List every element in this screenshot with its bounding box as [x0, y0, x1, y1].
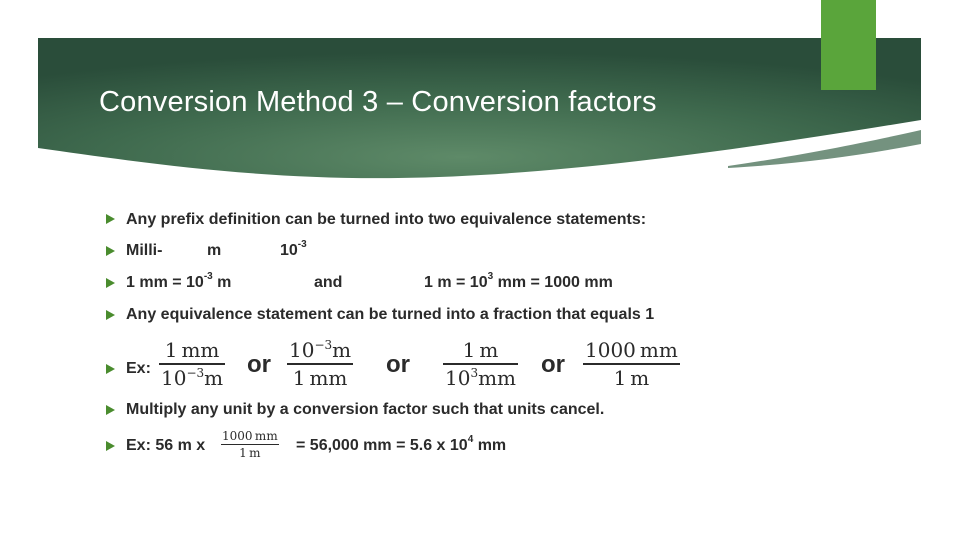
- example-result: [296, 434, 507, 455]
- fraction-numerator: 1000 mm: [585, 338, 678, 362]
- fraction-bar: [159, 363, 225, 365]
- fraction-denominator: [159, 365, 225, 390]
- bullet-arrow-icon: [106, 441, 115, 451]
- bullet-arrow-icon: [106, 405, 115, 415]
- fraction-denominator: 1 m: [239, 446, 261, 460]
- example-prefix: Ex: 56 m x: [126, 437, 206, 454]
- fraction-bar: [221, 444, 279, 445]
- bullet-arrow-icon: [106, 278, 115, 288]
- equivalence-right: [424, 271, 613, 292]
- equivalence-right-text: 1 m = 10: [424, 274, 488, 291]
- fraction-numerator-unit: m: [332, 338, 352, 362]
- fraction-bar: [443, 363, 518, 365]
- equivalence-left-exponent: -3: [203, 271, 213, 282]
- prefix-unit: m: [207, 242, 222, 259]
- bullet-arrow-icon: [106, 246, 115, 256]
- prefix-factor: [280, 239, 307, 260]
- fraction-numerator-exponent: −3: [314, 338, 333, 352]
- or-label: or: [541, 351, 565, 378]
- conversion-fraction: [159, 340, 225, 388]
- fraction-denominator-unit: mm: [478, 365, 517, 390]
- fraction-denominator-exponent: 3: [470, 365, 479, 380]
- slide-title: Conversion Method 3 – Conversion factors: [99, 86, 657, 118]
- bullet-arrow-icon: [106, 310, 115, 320]
- equivalence-right-exponent: 3: [487, 271, 494, 282]
- equivalence-left: [126, 271, 232, 292]
- example-result-text: = 56,000 mm = 5.6 x 10: [296, 437, 468, 454]
- or-label: or: [386, 351, 410, 378]
- conversion-fraction: [221, 430, 279, 459]
- equivalence-left-text: 1 mm = 10: [126, 274, 204, 291]
- equivalence-and: and: [314, 274, 343, 291]
- fraction-bar: [287, 363, 353, 365]
- prefix-factor-base: 10: [280, 242, 298, 259]
- conversion-fraction: [443, 340, 518, 388]
- example-result-exponent: 4: [467, 434, 474, 445]
- bullet-text: Any prefix definition can be turned into two equivalence statements:: [126, 211, 647, 228]
- example-label: Ex:: [126, 360, 151, 377]
- equivalence-right-unit: mm = 1000 mm: [493, 274, 613, 291]
- conversion-fraction: [583, 340, 680, 388]
- bullet-arrow-icon: [106, 364, 115, 374]
- fraction-denominator: [443, 365, 518, 390]
- bullet-text: Multiply any unit by a conversion factor such that units cancel.: [126, 401, 605, 418]
- fraction-numerator: 1000 mm: [222, 429, 278, 443]
- fraction-denominator: 1 m: [613, 365, 650, 390]
- or-label: or: [247, 351, 271, 378]
- prefix-factor-exponent: -3: [297, 239, 307, 250]
- example-result-unit: mm: [473, 437, 507, 454]
- fraction-numerator: 1 m: [462, 338, 499, 362]
- fraction-denominator: 1 mm: [292, 365, 348, 390]
- fraction-numerator-base: 10: [289, 338, 315, 362]
- conversion-fraction: [287, 340, 353, 388]
- fraction-denominator-base: 10: [161, 365, 187, 390]
- fraction-denominator-unit: m: [204, 365, 224, 390]
- bullet-text: Any equivalence statement can be turned into a fraction that equals 1: [126, 306, 655, 323]
- prefix-name: Milli-: [126, 242, 163, 259]
- fraction-denominator-exponent: −3: [186, 365, 205, 380]
- equivalence-left-unit: m: [212, 274, 232, 291]
- fraction-numerator: 1 mm: [164, 338, 220, 362]
- fraction-numerator: [287, 340, 353, 360]
- bullet-arrow-icon: [106, 214, 115, 224]
- fraction-denominator-base: 10: [445, 365, 471, 390]
- fraction-bar: [583, 363, 680, 365]
